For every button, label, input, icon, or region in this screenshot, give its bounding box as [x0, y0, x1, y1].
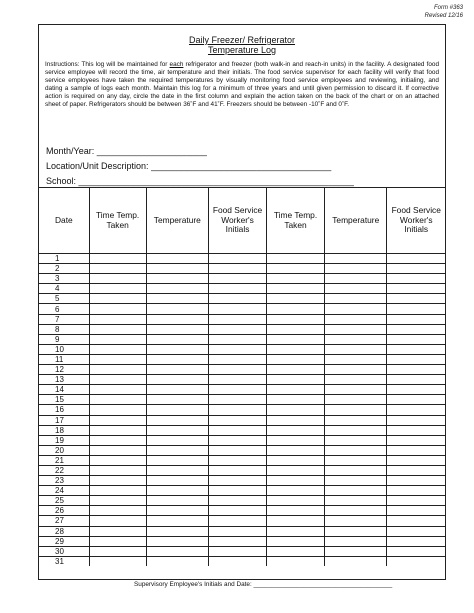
- entry-cell[interactable]: [209, 365, 267, 375]
- entry-cell[interactable]: [209, 294, 267, 304]
- entry-cell[interactable]: [89, 546, 146, 556]
- entry-cell[interactable]: [325, 445, 387, 455]
- entry-cell[interactable]: [146, 304, 208, 314]
- entry-cell[interactable]: [325, 486, 387, 496]
- table-row: [39, 294, 445, 304]
- entry-cell[interactable]: [387, 486, 445, 496]
- entry-cell[interactable]: [146, 455, 208, 465]
- date-cell: 3: [39, 274, 89, 284]
- entry-cell[interactable]: [209, 556, 267, 566]
- entry-cell[interactable]: [146, 425, 208, 435]
- entry-cell[interactable]: [267, 556, 325, 566]
- entry-cell[interactable]: [146, 254, 208, 264]
- entry-cell[interactable]: [89, 526, 146, 536]
- entry-cell[interactable]: [325, 254, 387, 264]
- table-row: [39, 455, 445, 465]
- entry-cell[interactable]: [387, 294, 445, 304]
- entry-cell[interactable]: [146, 496, 208, 506]
- entry-cell[interactable]: [89, 486, 146, 496]
- date-cell: 18: [39, 425, 89, 435]
- entry-cell[interactable]: [267, 314, 325, 324]
- entry-cell[interactable]: [209, 385, 267, 395]
- entry-cell[interactable]: [325, 556, 387, 566]
- table-row: [39, 415, 445, 425]
- date-cell: 24: [39, 486, 89, 496]
- column-header: Time Temp. Taken: [89, 188, 146, 254]
- entry-cell[interactable]: [146, 415, 208, 425]
- entry-cell[interactable]: [89, 344, 146, 354]
- entry-cell[interactable]: [89, 435, 146, 445]
- entry-cell[interactable]: [267, 496, 325, 506]
- date-cell: 22: [39, 465, 89, 475]
- month-year-line: ______________________: [96, 146, 207, 156]
- entry-cell[interactable]: [387, 365, 445, 375]
- entry-cell[interactable]: [387, 496, 445, 506]
- entry-cell[interactable]: [209, 405, 267, 415]
- date-cell: 10: [39, 344, 89, 354]
- entry-cell[interactable]: [325, 314, 387, 324]
- entry-cell[interactable]: [209, 536, 267, 546]
- entry-cell[interactable]: [146, 506, 208, 516]
- entry-cell[interactable]: [267, 354, 325, 364]
- column-header: Food Service Worker's Initials: [209, 188, 267, 254]
- entry-cell[interactable]: [325, 476, 387, 486]
- date-cell: 26: [39, 506, 89, 516]
- school-label: School:: [46, 176, 77, 186]
- entry-cell[interactable]: [89, 385, 146, 395]
- entry-cell[interactable]: [209, 445, 267, 455]
- entry-cell[interactable]: [89, 365, 146, 375]
- entry-cell[interactable]: [89, 274, 146, 284]
- entry-cell[interactable]: [325, 425, 387, 435]
- entry-cell[interactable]: [89, 455, 146, 465]
- column-header: Food Service Worker's Initials: [387, 188, 445, 254]
- entry-cell[interactable]: [325, 334, 387, 344]
- entry-cell[interactable]: [325, 324, 387, 334]
- instructions-emphasis: each: [169, 61, 184, 68]
- entry-cell[interactable]: [267, 435, 325, 445]
- entry-cell[interactable]: [146, 284, 208, 294]
- instructions-part-1: Instructions: This log will be maintained for: [45, 61, 170, 68]
- entry-cell[interactable]: [267, 334, 325, 344]
- table-header-row: [39, 188, 445, 254]
- entry-cell[interactable]: [325, 405, 387, 415]
- entry-cell[interactable]: [325, 304, 387, 314]
- entry-cell[interactable]: [209, 284, 267, 294]
- entry-cell[interactable]: [267, 415, 325, 425]
- entry-cell[interactable]: [267, 526, 325, 536]
- instructions-part-2: refrigerator and freezer (both walk-in and reach-in units) in the facility. A designated food service employee will record the time, air temperature and their initials. The food service supervisor for each facility will verify that food service employees have taken the required temperatures by visually monitoring food service employees and reviewing, initialing, and dating a sample of logs each month. Maintain this log for a minimum of three years and until given permission to discard it. If corrective action is required on any day, circle the date in the first column and explain the action taken on the back of the chart or on an attached sheet of paper. Refrigerators should be between 36˚F and 41˚F. Freezers should be between -10˚F and 0˚F.: [45, 61, 440, 109]
- entry-cell[interactable]: [89, 314, 146, 324]
- date-cell: 28: [39, 526, 89, 536]
- date-cell: 25: [39, 496, 89, 506]
- entry-cell[interactable]: [146, 526, 208, 536]
- entry-cell[interactable]: [267, 425, 325, 435]
- date-cell: 2: [39, 264, 89, 274]
- date-cell: 1: [39, 254, 89, 264]
- revision-date: Revised 12/16: [424, 13, 463, 19]
- entry-cell[interactable]: [89, 254, 146, 264]
- entry-cell[interactable]: [387, 344, 445, 354]
- form-meta: [425, 4, 463, 20]
- date-cell: 5: [39, 294, 89, 304]
- entry-cell[interactable]: [89, 294, 146, 304]
- entry-cell[interactable]: [267, 254, 325, 264]
- date-cell: 14: [39, 385, 89, 395]
- entry-cell[interactable]: [89, 415, 146, 425]
- location-label: Location/Unit Description:: [46, 161, 149, 171]
- table-row: [39, 264, 445, 274]
- month-year-field[interactable]: [46, 146, 207, 157]
- column-header: Date: [39, 188, 89, 254]
- entry-cell[interactable]: [267, 284, 325, 294]
- entry-cell[interactable]: [209, 425, 267, 435]
- entry-cell[interactable]: [387, 455, 445, 465]
- entry-cell[interactable]: [209, 324, 267, 334]
- entry-cell[interactable]: [325, 294, 387, 304]
- entry-cell[interactable]: [209, 354, 267, 364]
- entry-cell[interactable]: [387, 324, 445, 334]
- school-line: _______________________________________________________: [78, 176, 354, 186]
- table-row: [39, 476, 445, 486]
- entry-cell[interactable]: [325, 455, 387, 465]
- entry-cell[interactable]: [146, 354, 208, 364]
- entry-cell[interactable]: [387, 395, 445, 405]
- log-header: [39, 25, 445, 188]
- entry-cell[interactable]: [387, 415, 445, 425]
- entry-cell[interactable]: [146, 294, 208, 304]
- entry-cell[interactable]: [325, 284, 387, 294]
- entry-cell[interactable]: [209, 435, 267, 445]
- entry-cell[interactable]: [209, 506, 267, 516]
- entry-cell[interactable]: [209, 465, 267, 475]
- entry-cell[interactable]: [267, 294, 325, 304]
- entry-cell[interactable]: [387, 526, 445, 536]
- title-line-1: Daily Freezer/ Refrigerator: [188, 35, 296, 45]
- signature-line: _______________________________________: [253, 581, 393, 588]
- entry-cell[interactable]: [325, 354, 387, 364]
- date-cell: 6: [39, 304, 89, 314]
- entry-cell[interactable]: [267, 445, 325, 455]
- entry-cell[interactable]: [146, 274, 208, 284]
- log-frame: [38, 24, 446, 580]
- entry-cell[interactable]: [209, 395, 267, 405]
- entry-cell[interactable]: [209, 254, 267, 264]
- entry-cell[interactable]: [267, 405, 325, 415]
- entry-cell[interactable]: [209, 526, 267, 536]
- table-row: [39, 344, 445, 354]
- temperature-log-table: [39, 188, 445, 566]
- entry-cell[interactable]: [387, 556, 445, 566]
- entry-cell[interactable]: [325, 506, 387, 516]
- table-row: [39, 324, 445, 334]
- school-field[interactable]: [46, 176, 354, 187]
- entry-cell[interactable]: [387, 304, 445, 314]
- entry-cell[interactable]: [325, 385, 387, 395]
- date-cell: 31: [39, 556, 89, 566]
- entry-cell[interactable]: [89, 284, 146, 294]
- entry-cell[interactable]: [387, 354, 445, 364]
- table-row: [39, 375, 445, 385]
- entry-cell[interactable]: [89, 496, 146, 506]
- entry-cell[interactable]: [209, 415, 267, 425]
- entry-cell[interactable]: [387, 546, 445, 556]
- entry-cell[interactable]: [146, 314, 208, 324]
- table-row: [39, 254, 445, 264]
- entry-cell[interactable]: [209, 274, 267, 284]
- entry-cell[interactable]: [209, 375, 267, 385]
- entry-cell[interactable]: [387, 476, 445, 486]
- signature-label: Supervisory Employee's Initials and Date:: [134, 581, 252, 588]
- entry-cell[interactable]: [267, 546, 325, 556]
- entry-cell[interactable]: [325, 465, 387, 475]
- entry-cell[interactable]: [387, 536, 445, 546]
- entry-cell[interactable]: [387, 425, 445, 435]
- supervisor-signature-field[interactable]: [134, 580, 392, 589]
- entry-cell[interactable]: [325, 435, 387, 445]
- entry-cell[interactable]: [146, 536, 208, 546]
- entry-cell[interactable]: [387, 375, 445, 385]
- entry-cell[interactable]: [325, 536, 387, 546]
- table-row: [39, 465, 445, 475]
- table-row: [39, 526, 445, 536]
- entry-cell[interactable]: [146, 465, 208, 475]
- date-cell: 16: [39, 405, 89, 415]
- date-cell: 9: [39, 334, 89, 344]
- entry-cell[interactable]: [89, 354, 146, 364]
- entry-cell[interactable]: [387, 445, 445, 455]
- entry-cell[interactable]: [267, 395, 325, 405]
- entry-cell[interactable]: [146, 365, 208, 375]
- entry-cell[interactable]: [146, 405, 208, 415]
- entry-cell[interactable]: [267, 516, 325, 526]
- entry-cell[interactable]: [267, 264, 325, 274]
- entry-cell[interactable]: [325, 496, 387, 506]
- entry-cell[interactable]: [387, 465, 445, 475]
- entry-cell[interactable]: [89, 395, 146, 405]
- entry-cell[interactable]: [146, 395, 208, 405]
- table-row: [39, 395, 445, 405]
- table-row: [39, 274, 445, 284]
- date-cell: 12: [39, 365, 89, 375]
- entry-cell[interactable]: [267, 536, 325, 546]
- entry-cell[interactable]: [89, 516, 146, 526]
- date-cell: 13: [39, 375, 89, 385]
- table-row: [39, 506, 445, 516]
- column-header: Time Temp. Taken: [267, 188, 325, 254]
- date-cell: 19: [39, 435, 89, 445]
- entry-cell[interactable]: [209, 486, 267, 496]
- entry-cell[interactable]: [89, 506, 146, 516]
- entry-cell[interactable]: [89, 334, 146, 344]
- entry-cell[interactable]: [146, 445, 208, 455]
- location-field[interactable]: [46, 161, 331, 172]
- date-cell: 20: [39, 445, 89, 455]
- entry-cell[interactable]: [387, 516, 445, 526]
- table-row: [39, 425, 445, 435]
- entry-cell[interactable]: [209, 496, 267, 506]
- entry-cell[interactable]: [209, 455, 267, 465]
- date-cell: 7: [39, 314, 89, 324]
- entry-cell[interactable]: [325, 365, 387, 375]
- date-cell: 8: [39, 324, 89, 334]
- entry-cell[interactable]: [267, 465, 325, 475]
- table-row: [39, 536, 445, 546]
- date-cell: 29: [39, 536, 89, 546]
- entry-cell[interactable]: [387, 435, 445, 445]
- date-cell: 21: [39, 455, 89, 465]
- entry-cell[interactable]: [267, 274, 325, 284]
- table-row: [39, 445, 445, 455]
- entry-cell[interactable]: [267, 375, 325, 385]
- entry-cell[interactable]: [89, 556, 146, 566]
- entry-cell[interactable]: [325, 516, 387, 526]
- entry-cell[interactable]: [89, 264, 146, 274]
- table-row: [39, 314, 445, 324]
- page-title: [39, 25, 445, 55]
- entry-cell[interactable]: [325, 546, 387, 556]
- entry-cell[interactable]: [387, 254, 445, 264]
- table-row: [39, 284, 445, 294]
- entry-cell[interactable]: [387, 314, 445, 324]
- entry-cell[interactable]: [146, 435, 208, 445]
- entry-cell[interactable]: [325, 526, 387, 536]
- entry-cell[interactable]: [267, 506, 325, 516]
- date-cell: 15: [39, 395, 89, 405]
- table-row: [39, 516, 445, 526]
- entry-cell[interactable]: [267, 324, 325, 334]
- date-cell: 27: [39, 516, 89, 526]
- entry-cell[interactable]: [267, 365, 325, 375]
- entry-cell[interactable]: [325, 395, 387, 405]
- location-line: ____________________________________: [151, 161, 332, 171]
- table-row: [39, 385, 445, 395]
- entry-cell[interactable]: [267, 476, 325, 486]
- entry-cell[interactable]: [209, 516, 267, 526]
- entry-cell[interactable]: [146, 264, 208, 274]
- month-year-label: Month/Year:: [46, 146, 95, 156]
- entry-cell[interactable]: [387, 264, 445, 274]
- table-row: [39, 546, 445, 556]
- entry-cell[interactable]: [146, 516, 208, 526]
- table-row: [39, 405, 445, 415]
- date-cell: 4: [39, 284, 89, 294]
- entry-cell[interactable]: [267, 385, 325, 395]
- date-cell: 11: [39, 354, 89, 364]
- entry-cell[interactable]: [387, 274, 445, 284]
- entry-cell[interactable]: [209, 334, 267, 344]
- column-header: Temperature: [146, 188, 208, 254]
- entry-cell[interactable]: [146, 324, 208, 334]
- entry-cell[interactable]: [325, 375, 387, 385]
- table-row: [39, 496, 445, 506]
- entry-cell[interactable]: [209, 304, 267, 314]
- log-body: [39, 254, 445, 566]
- entry-cell[interactable]: [209, 264, 267, 274]
- entry-cell[interactable]: [146, 385, 208, 395]
- entry-cell[interactable]: [325, 264, 387, 274]
- table-row: [39, 486, 445, 496]
- column-header: Temperature: [325, 188, 387, 254]
- entry-cell[interactable]: [387, 284, 445, 294]
- entry-cell[interactable]: [267, 304, 325, 314]
- entry-cell[interactable]: [209, 344, 267, 354]
- entry-cell[interactable]: [146, 334, 208, 344]
- table-row: [39, 365, 445, 375]
- entry-cell[interactable]: [387, 405, 445, 415]
- date-cell: 17: [39, 415, 89, 425]
- entry-cell[interactable]: [267, 486, 325, 496]
- entry-cell[interactable]: [89, 375, 146, 385]
- entry-cell[interactable]: [325, 344, 387, 354]
- table-row: [39, 435, 445, 445]
- entry-cell[interactable]: [209, 314, 267, 324]
- entry-cell[interactable]: [146, 546, 208, 556]
- entry-cell[interactable]: [89, 324, 146, 334]
- form-number: Form #363: [433, 5, 463, 11]
- date-cell: 23: [39, 476, 89, 486]
- entry-cell[interactable]: [89, 536, 146, 546]
- table-row: [39, 556, 445, 566]
- entry-cell[interactable]: [325, 415, 387, 425]
- entry-cell[interactable]: [325, 274, 387, 284]
- instructions: [45, 61, 439, 110]
- entry-cell[interactable]: [89, 304, 146, 314]
- entry-cell[interactable]: [146, 486, 208, 496]
- table-row: [39, 304, 445, 314]
- entry-cell[interactable]: [89, 425, 146, 435]
- entry-cell[interactable]: [267, 344, 325, 354]
- entry-cell[interactable]: [146, 476, 208, 486]
- entry-cell[interactable]: [146, 556, 208, 566]
- entry-cell[interactable]: [146, 375, 208, 385]
- entry-cell[interactable]: [89, 465, 146, 475]
- entry-cell[interactable]: [146, 344, 208, 354]
- table-row: [39, 334, 445, 344]
- entry-cell[interactable]: [209, 546, 267, 556]
- table-row: [39, 354, 445, 364]
- entry-cell[interactable]: [209, 476, 267, 486]
- title-line-2: Temperature Log: [207, 45, 277, 55]
- entry-cell[interactable]: [89, 405, 146, 415]
- entry-cell[interactable]: [89, 476, 146, 486]
- entry-cell[interactable]: [387, 385, 445, 395]
- entry-cell[interactable]: [267, 455, 325, 465]
- entry-cell[interactable]: [387, 334, 445, 344]
- entry-cell[interactable]: [89, 445, 146, 455]
- entry-cell[interactable]: [387, 506, 445, 516]
- date-cell: 30: [39, 546, 89, 556]
